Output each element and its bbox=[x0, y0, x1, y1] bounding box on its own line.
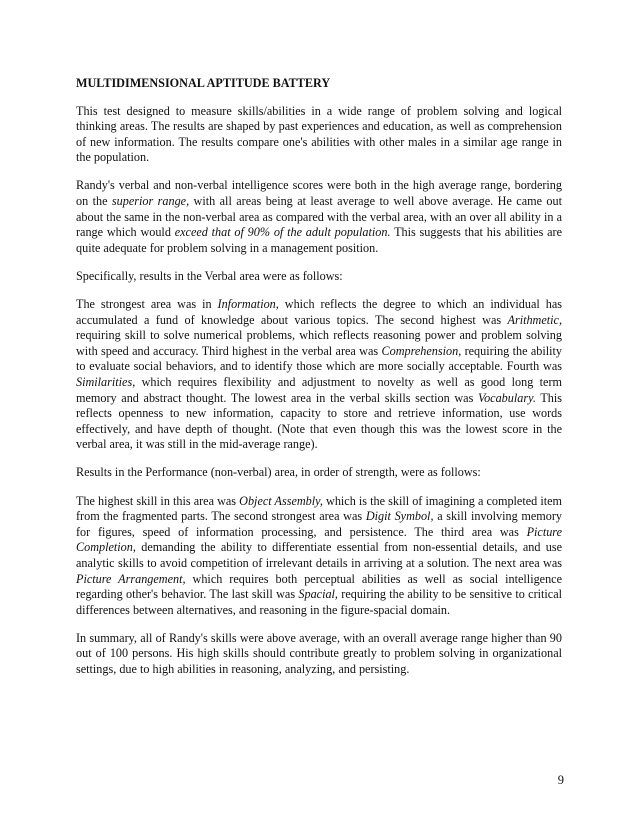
arithmetic-term: Arithmetic, bbox=[507, 312, 562, 327]
performance-text-i: which requires both perceptual abilities as well as social intelligence regarding other's behavior. The last skill was bbox=[76, 571, 562, 602]
verbal-text-e: requiring skill to solve numerical problems, which reflects reasoning power and problem solving with speed and accuracy. Third highest in the verbal area was bbox=[76, 328, 562, 358]
section-title: MULTIDIMENSIONAL APTITUDE BATTERY bbox=[76, 76, 331, 90]
information-term: Information, bbox=[217, 297, 279, 312]
picture-arrangement-term: Picture Arrangement, bbox=[76, 571, 186, 586]
performance-paragraph bbox=[76, 494, 562, 619]
verbal-text-c: which reflects the degree to which an individual has accumulated a fund of knowledge about various topics. The second highest was bbox=[76, 297, 562, 327]
verbal-paragraph bbox=[76, 297, 562, 453]
performance-text-g: demanding the ability to differentiate essential from non-essential details, and use analytic skills to avoid competition of irrelevant details in arriving at a solution. The next area was bbox=[76, 540, 562, 570]
superior-range-emphasis: superior range, bbox=[111, 194, 190, 209]
verbal-text-g: requiring the ability to evaluate social behaviors, and to identify those which are more socially acceptable. Fourth was bbox=[76, 343, 562, 374]
spacial-term: Spacial, bbox=[298, 587, 338, 602]
exceed-population-emphasis: exceed that of 90% of the adult population. bbox=[174, 225, 391, 240]
verbal-text-a: The strongest area was in bbox=[76, 297, 218, 312]
comprehension-term: Comprehension, bbox=[381, 343, 462, 358]
verbal-intro-paragraph: Specifically, results in the Verbal area were as follows: bbox=[76, 268, 343, 283]
performance-text-e: a skill involving memory for figures, speed of information processing, and persistence. The third area was bbox=[76, 509, 562, 539]
similarities-term: Similarities, bbox=[76, 375, 136, 389]
picture-completion-term: Picture Completion, bbox=[76, 524, 562, 555]
overall-text-c: with all areas being at least average to well above average. He came out about the same in the non-verbal area as compared with the verbal area, with an over all ability in a range which would bbox=[76, 194, 562, 240]
summary-paragraph: In summary, all of Randy's skills were above average, with an overall average range higher than 90 out of 100 persons. His high skills should contribute greatly to problem solving in organizational settings, due to high abilities in reasoning, analyzing, and persisting. bbox=[76, 630, 562, 676]
performance-intro-paragraph: Results in the Performance (non-verbal) area, in order of strength, were as follows: bbox=[76, 465, 481, 480]
performance-text-a: The highest skill in this area was bbox=[76, 493, 240, 508]
overall-text-a: Randy's verbal and non-verbal intelligence scores were both in the high average range, bordering on the bbox=[76, 178, 562, 209]
overall-paragraph bbox=[76, 178, 562, 256]
vocabulary-term: Vocabulary. bbox=[477, 390, 536, 405]
page-number: 9 bbox=[557, 773, 564, 787]
verbal-text-k: This reflects openness to new information, capacity to store and retrieve information, use words effectively, and have depth of thought. (Note that even though this was the lowest score in the verbal area, it was still in the mid-average range). bbox=[76, 390, 562, 452]
overall-text-e: This suggests that his abilities are quite adequate for problem solving in a management position. bbox=[76, 225, 562, 255]
intro-paragraph: This test designed to measure skills/abilities in a wide range of problem solving and logical thinking areas. The results are shaped by past experiences and education, as well as comprehension of new information. The results compare one's abilities with other males in a similar age range in the population. bbox=[76, 103, 562, 165]
page-content bbox=[76, 76, 562, 690]
object-assembly-term: Object Assembly, bbox=[239, 493, 323, 508]
performance-text-k: requiring the ability to be sensitive to critical differences between alternatives, and reasoning in the figure-spacial domain. bbox=[76, 587, 562, 617]
performance-text-c: which is the skill of imagining a completed item from the fragmented parts. The second strongest area was bbox=[76, 493, 562, 524]
digit-symbol-term: Digit Symbol, bbox=[365, 509, 434, 524]
verbal-text-i: which requires flexibility and adjustment to novelty as well as good long term memory and abstract thought. The lowest area in the verbal skills section was bbox=[76, 375, 562, 405]
